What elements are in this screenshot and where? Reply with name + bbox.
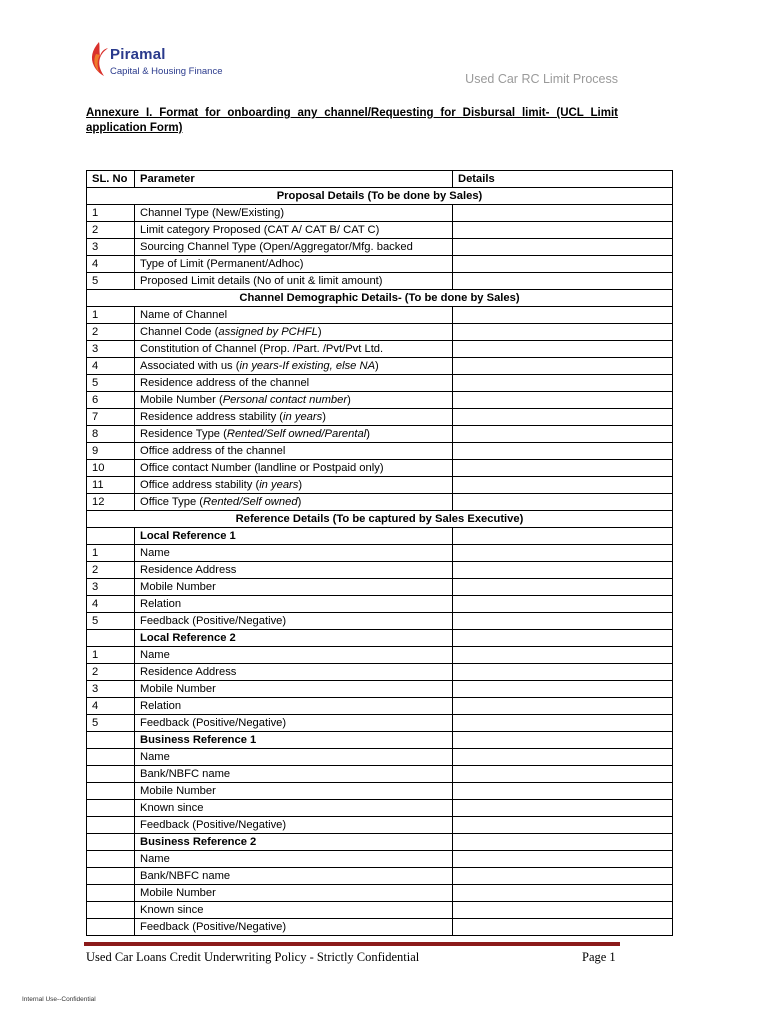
parameter-cell xyxy=(135,715,453,732)
details-cell[interactable] xyxy=(453,715,673,732)
sl-no-cell: 1 xyxy=(87,545,135,562)
table-row xyxy=(87,919,673,936)
parameter-text: Channel Type (New/Existing) xyxy=(140,206,285,219)
subsection-row xyxy=(87,834,673,851)
table-row xyxy=(87,783,673,800)
sl-no-cell: 5 xyxy=(87,375,135,392)
sl-no-cell: 5 xyxy=(87,273,135,290)
subsection-row xyxy=(87,630,673,647)
parameter-cell xyxy=(135,443,453,460)
application-form-table xyxy=(86,170,673,936)
sl-no-cell xyxy=(87,868,135,885)
subsection-row xyxy=(87,732,673,749)
sl-no-cell: 2 xyxy=(87,324,135,341)
sl-no-cell: 2 xyxy=(87,562,135,579)
parameter-text: Local Reference 2 xyxy=(140,631,236,644)
parameter-text: Feedback (Positive/Negative) xyxy=(140,920,287,933)
parameter-text: Feedback (Positive/Negative) xyxy=(140,716,287,729)
parameter-text: Constitution of Channel (Prop. /Part. /Pvt/Pvt Ltd. xyxy=(140,342,384,355)
parameter-italic-note: in years xyxy=(259,478,299,491)
parameter-cell xyxy=(135,562,453,579)
parameter-cell xyxy=(135,273,453,290)
parameter-text: Mobile Number xyxy=(140,682,216,695)
table-row xyxy=(87,256,673,273)
internal-use-label: Internal Use--Confidential xyxy=(22,996,96,1003)
parameter-italic-note: in years xyxy=(283,410,323,423)
parameter-text: Office address of the channel xyxy=(140,444,286,457)
sl-no-cell: 4 xyxy=(87,596,135,613)
parameter-text: Limit category Proposed (CAT A/ CAT B/ CAT C) xyxy=(140,223,380,236)
details-cell[interactable] xyxy=(453,341,673,358)
parameter-text-suffix: ) xyxy=(366,427,370,440)
parameter-cell xyxy=(135,647,453,664)
table-row xyxy=(87,222,673,239)
table-row xyxy=(87,273,673,290)
sl-no-cell: 4 xyxy=(87,698,135,715)
parameter-text: Name xyxy=(140,852,170,865)
parameter-italic-note: in years-If existing, else NA xyxy=(239,359,376,372)
details-cell[interactable] xyxy=(453,239,673,256)
details-cell[interactable] xyxy=(453,647,673,664)
table-row xyxy=(87,392,673,409)
sl-no-cell: 8 xyxy=(87,426,135,443)
parameter-italic-note: assigned by PCHFL xyxy=(218,325,318,338)
details-cell[interactable] xyxy=(453,494,673,511)
details-cell[interactable] xyxy=(453,902,673,919)
details-cell[interactable] xyxy=(453,307,673,324)
sl-no-cell xyxy=(87,817,135,834)
section-header-row xyxy=(87,290,673,307)
sl-no-cell: 11 xyxy=(87,477,135,494)
details-cell[interactable] xyxy=(453,324,673,341)
details-cell[interactable] xyxy=(453,630,673,647)
sl-no-cell xyxy=(87,800,135,817)
parameter-text: Office Type ( xyxy=(140,495,204,508)
parameter-cell xyxy=(135,545,453,562)
sl-no-cell xyxy=(87,630,135,647)
sl-no-cell xyxy=(87,919,135,936)
details-cell[interactable] xyxy=(453,851,673,868)
parameter-cell xyxy=(135,664,453,681)
details-cell[interactable] xyxy=(453,800,673,817)
subsection-title xyxy=(135,732,453,749)
details-cell[interactable] xyxy=(453,426,673,443)
parameter-text: Mobile Number ( xyxy=(140,393,223,406)
sl-no-cell xyxy=(87,766,135,783)
parameter-text: Residence address of the channel xyxy=(140,376,310,389)
parameter-text: Business Reference 1 xyxy=(140,733,257,746)
sl-no-cell: 5 xyxy=(87,715,135,732)
parameter-text: Name xyxy=(140,648,170,661)
details-cell[interactable] xyxy=(453,460,673,477)
parameter-cell xyxy=(135,766,453,783)
parameter-cell xyxy=(135,919,453,936)
details-cell[interactable] xyxy=(453,596,673,613)
header-details: Details xyxy=(453,171,673,188)
details-cell[interactable] xyxy=(453,528,673,545)
subsection-title xyxy=(135,528,453,545)
parameter-cell xyxy=(135,868,453,885)
parameter-text: Office address stability ( xyxy=(140,478,260,491)
subsection-row xyxy=(87,528,673,545)
parameter-text: Sourcing Channel Type (Open/Aggregator/Mfg. backed xyxy=(140,240,413,253)
parameter-text: Bank/NBFC name xyxy=(140,767,231,780)
parameter-italic-note: Rented/Self owned xyxy=(203,495,298,508)
sl-no-cell xyxy=(87,528,135,545)
parameter-text: Residence Address xyxy=(140,563,237,576)
parameter-text: Known since xyxy=(140,801,204,814)
sl-no-cell: 2 xyxy=(87,664,135,681)
table-row xyxy=(87,205,673,222)
parameter-cell xyxy=(135,426,453,443)
parameter-cell xyxy=(135,375,453,392)
sl-no-cell: 1 xyxy=(87,307,135,324)
parameter-cell xyxy=(135,885,453,902)
parameter-text-suffix: ) xyxy=(347,393,351,406)
footer-page-number: Page 1 xyxy=(582,950,616,964)
details-cell[interactable] xyxy=(453,681,673,698)
table-row xyxy=(87,681,673,698)
parameter-cell xyxy=(135,698,453,715)
table-row xyxy=(87,851,673,868)
parameter-text: Residence Address xyxy=(140,665,237,678)
piramal-logo xyxy=(88,40,248,86)
piramal-flame-icon xyxy=(88,40,110,80)
sl-no-cell: 7 xyxy=(87,409,135,426)
parameter-text: Name xyxy=(140,750,170,763)
details-cell[interactable] xyxy=(453,545,673,562)
details-cell[interactable] xyxy=(453,766,673,783)
sl-no-cell: 2 xyxy=(87,222,135,239)
sl-no-cell: 10 xyxy=(87,460,135,477)
table-row xyxy=(87,562,673,579)
section-title: Reference Details (To be captured by Sales Executive) xyxy=(87,511,673,528)
table-row xyxy=(87,664,673,681)
table-row xyxy=(87,341,673,358)
parameter-italic-note: Personal contact number xyxy=(222,393,348,406)
details-cell[interactable] xyxy=(453,664,673,681)
table-row xyxy=(87,596,673,613)
parameter-text: Feedback (Positive/Negative) xyxy=(140,614,287,627)
header-parameter: Parameter xyxy=(135,171,453,188)
parameter-text: Type of Limit (Permanent/Adhoc) xyxy=(140,257,304,270)
table-row xyxy=(87,545,673,562)
parameter-cell xyxy=(135,256,453,273)
sl-no-cell: 3 xyxy=(87,341,135,358)
document-title: Used Car RC Limit Process xyxy=(465,72,618,86)
details-cell[interactable] xyxy=(453,409,673,426)
parameter-cell xyxy=(135,341,453,358)
parameter-cell xyxy=(135,358,453,375)
sl-no-cell xyxy=(87,851,135,868)
details-cell[interactable] xyxy=(453,698,673,715)
parameter-text: Relation xyxy=(140,597,182,610)
table-row xyxy=(87,715,673,732)
table-row xyxy=(87,647,673,664)
brand-name: Piramal xyxy=(110,46,166,63)
header-sl-no: SL. No xyxy=(87,171,135,188)
sl-no-cell xyxy=(87,732,135,749)
table-row xyxy=(87,579,673,596)
parameter-text: Mobile Number xyxy=(140,886,216,899)
details-cell[interactable] xyxy=(453,358,673,375)
details-cell[interactable] xyxy=(453,273,673,290)
details-cell[interactable] xyxy=(453,783,673,800)
parameter-cell xyxy=(135,494,453,511)
parameter-text: Known since xyxy=(140,903,204,916)
table-row xyxy=(87,324,673,341)
parameter-cell xyxy=(135,800,453,817)
table-row xyxy=(87,698,673,715)
sl-no-cell: 12 xyxy=(87,494,135,511)
table-row xyxy=(87,817,673,834)
sl-no-cell: 1 xyxy=(87,205,135,222)
parameter-text: Residence address stability ( xyxy=(140,410,284,423)
sl-no-cell: 6 xyxy=(87,392,135,409)
parameter-text: Associated with us ( xyxy=(140,359,240,372)
parameter-text-suffix: ) xyxy=(322,410,326,423)
parameter-cell xyxy=(135,749,453,766)
parameter-text: Bank/NBFC name xyxy=(140,869,231,882)
table-row xyxy=(87,766,673,783)
details-cell[interactable] xyxy=(453,579,673,596)
brand-tagline: Capital & Housing Finance xyxy=(110,66,223,77)
parameter-cell xyxy=(135,409,453,426)
details-cell[interactable] xyxy=(453,749,673,766)
parameter-cell xyxy=(135,239,453,256)
subsection-title xyxy=(135,834,453,851)
table-row xyxy=(87,443,673,460)
parameter-cell xyxy=(135,579,453,596)
sl-no-cell xyxy=(87,749,135,766)
parameter-text: Name xyxy=(140,546,170,559)
details-cell[interactable] xyxy=(453,885,673,902)
sl-no-cell xyxy=(87,885,135,902)
details-cell[interactable] xyxy=(453,562,673,579)
parameter-cell xyxy=(135,392,453,409)
table-row xyxy=(87,477,673,494)
parameter-cell xyxy=(135,902,453,919)
table-row xyxy=(87,409,673,426)
parameter-text: Office contact Number (landline or Postpaid only) xyxy=(140,461,384,474)
sl-no-cell: 3 xyxy=(87,681,135,698)
details-cell[interactable] xyxy=(453,817,673,834)
details-cell[interactable] xyxy=(453,732,673,749)
details-cell[interactable] xyxy=(453,392,673,409)
parameter-cell xyxy=(135,817,453,834)
parameter-cell xyxy=(135,596,453,613)
table-row xyxy=(87,902,673,919)
parameter-cell xyxy=(135,460,453,477)
details-cell[interactable] xyxy=(453,868,673,885)
table-row xyxy=(87,868,673,885)
parameter-cell xyxy=(135,613,453,630)
parameter-text-suffix: ) xyxy=(298,478,303,491)
details-cell[interactable] xyxy=(453,919,673,936)
parameter-text-suffix: ) xyxy=(297,495,302,508)
table-row xyxy=(87,885,673,902)
section-title: Channel Demographic Details- (To be done by Sales) xyxy=(87,290,673,307)
sl-no-cell: 5 xyxy=(87,613,135,630)
parameter-cell xyxy=(135,205,453,222)
table-row xyxy=(87,749,673,766)
sl-no-cell xyxy=(87,783,135,800)
parameter-text: Mobile Number xyxy=(140,580,216,593)
table-row xyxy=(87,239,673,256)
details-cell[interactable] xyxy=(453,477,673,494)
sl-no-cell: 1 xyxy=(87,647,135,664)
table-row xyxy=(87,358,673,375)
sl-no-cell: 9 xyxy=(87,443,135,460)
parameter-cell xyxy=(135,681,453,698)
parameter-text-suffix: ) xyxy=(317,325,322,338)
parameter-text: Local Reference 1 xyxy=(140,529,236,542)
sl-no-cell xyxy=(87,834,135,851)
section-header-row xyxy=(87,188,673,205)
table-row xyxy=(87,307,673,324)
parameter-text: Business Reference 2 xyxy=(140,835,257,848)
details-cell[interactable] xyxy=(453,834,673,851)
section-title: Proposal Details (To be done by Sales) xyxy=(87,188,673,205)
table-row xyxy=(87,460,673,477)
parameter-cell xyxy=(135,307,453,324)
details-cell[interactable] xyxy=(453,443,673,460)
table-row xyxy=(87,800,673,817)
annexure-heading: Annexure I. Format for onboarding any channel/Requesting for Disbursal limit- (UCL Limit application Form) xyxy=(86,107,618,134)
parameter-text: Mobile Number xyxy=(140,784,216,797)
parameter-text: Residence Type ( xyxy=(140,427,227,440)
parameter-text: Channel Code ( xyxy=(140,325,219,338)
parameter-cell xyxy=(135,324,453,341)
details-cell[interactable] xyxy=(453,256,673,273)
parameter-cell xyxy=(135,222,453,239)
parameter-text-suffix: ) xyxy=(375,359,379,372)
parameter-text: Proposed Limit details (No of unit & limit amount) xyxy=(140,274,383,287)
details-cell[interactable] xyxy=(453,222,673,239)
parameter-text: Name of Channel xyxy=(140,308,228,321)
sl-no-cell: 4 xyxy=(87,358,135,375)
footer-policy-text: Used Car Loans Credit Underwriting Policy - Strictly Confidential xyxy=(86,950,420,964)
table-row xyxy=(87,375,673,392)
table-row xyxy=(87,426,673,443)
details-cell[interactable] xyxy=(453,205,673,222)
table-header-row xyxy=(87,171,673,188)
parameter-cell xyxy=(135,477,453,494)
table-row xyxy=(87,494,673,511)
parameter-text: Feedback (Positive/Negative) xyxy=(140,818,287,831)
parameter-text: Relation xyxy=(140,699,182,712)
footer-rule xyxy=(84,942,620,946)
details-cell[interactable] xyxy=(453,613,673,630)
sl-no-cell: 3 xyxy=(87,579,135,596)
table-row xyxy=(87,613,673,630)
sl-no-cell: 3 xyxy=(87,239,135,256)
parameter-cell xyxy=(135,783,453,800)
sl-no-cell: 4 xyxy=(87,256,135,273)
sl-no-cell xyxy=(87,902,135,919)
details-cell[interactable] xyxy=(453,375,673,392)
subsection-title xyxy=(135,630,453,647)
parameter-cell xyxy=(135,851,453,868)
section-header-row xyxy=(87,511,673,528)
parameter-italic-note: Rented/Self owned/Parental xyxy=(226,427,367,440)
